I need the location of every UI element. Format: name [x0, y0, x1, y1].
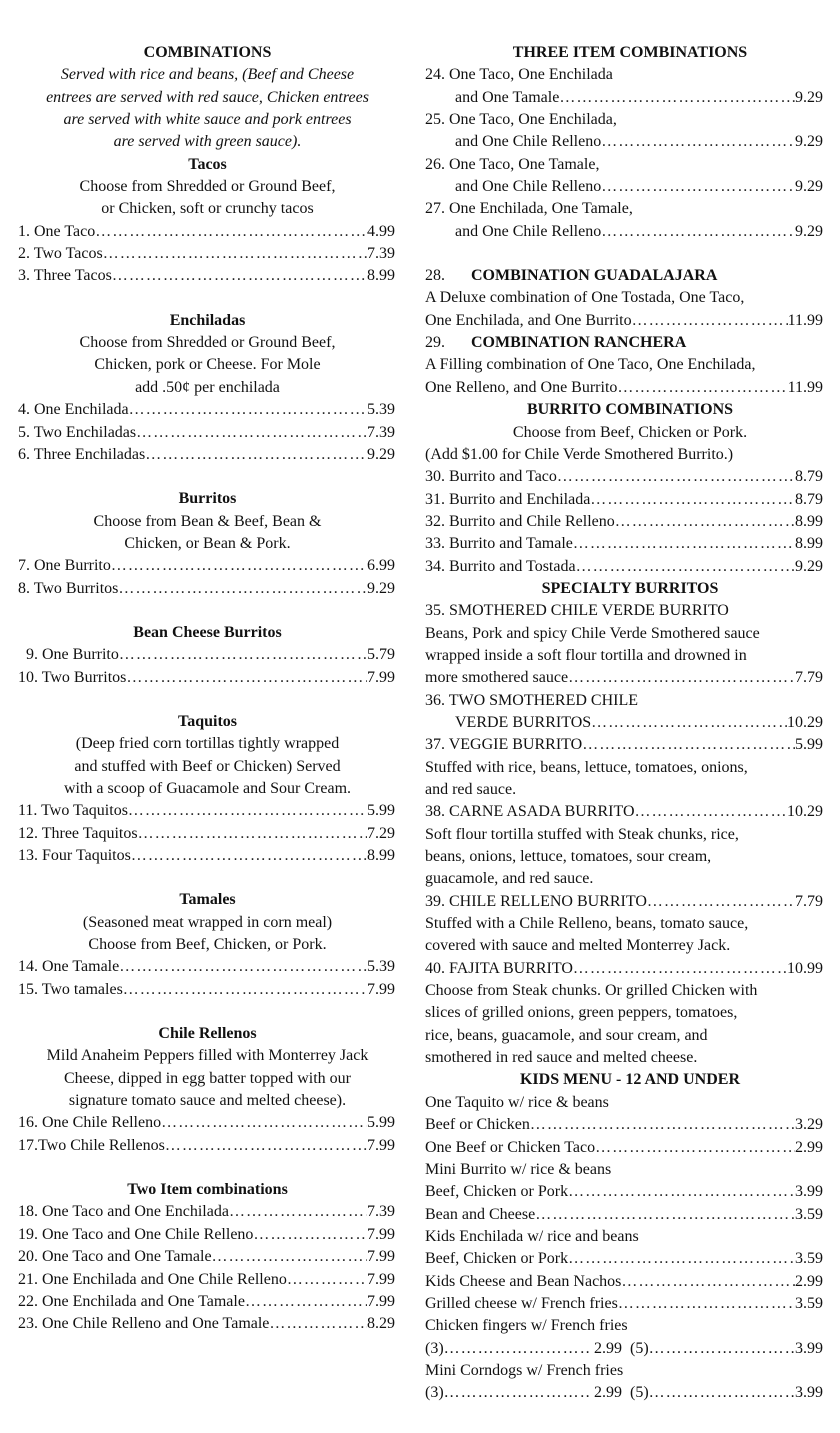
menu-item: Beef, Chicken or Pork ………………………………………………………………………………………………………………… 3.59: [423, 1248, 837, 1270]
burrito-combos-heading: BURRITO COMBINATIONS: [526, 401, 734, 419]
kids-item-title: Kids Enchilada w/ rice and beans: [425, 1227, 639, 1245]
menu-item: 12. Three Taquitos ………………………………………………………………………………………………………………… 7.29: [0, 823, 415, 845]
menu-item: 10. Two Burritos ………………………………………………………………………………………………………………… 7.99: [0, 667, 415, 689]
menu-item: One Relleno, and One Burrito ………………………………………………………………………………………………………………… 11.99: [423, 377, 837, 399]
menu-item: 4. One Enchilada ………………………………………………………………………………………………………………… 5.39: [0, 399, 415, 421]
menu-item: and One Chile Relleno ………………………………………………………………………………………………………………… 9.29: [423, 131, 837, 153]
menu-item: VERDE BURRITOS ………………………………………………………………………………………………………………… 10.29: [423, 712, 837, 734]
menu-item: 23. One Chile Relleno and One Tamale ………………………………………………………………………………………………………………… 8.29: [0, 1313, 415, 1335]
menu-item: 7. One Burrito ………………………………………………………………………………………………………………… 6.99: [0, 555, 415, 577]
menu-item: 40. FAJITA BURRITO ………………………………………………………………………………………………………………… 10.99: [423, 958, 837, 980]
tamales-desc: (Seasoned meat wrapped in corn meal): [82, 913, 333, 931]
menu-item: 39. CHILE RELLENO BURRITO ………………………………………………………………………………………………………………… 7.79: [423, 891, 837, 913]
intro-line: entrees are served with red sauce, Chicken entrees: [46, 88, 369, 106]
item-desc: covered with sauce and melted Monterrey Jack.: [425, 937, 731, 955]
menu-item: 32. Burrito and Chile Relleno ………………………………………………………………………………………………………………… 8.99: [423, 511, 837, 533]
guadalajara-heading: 28. COMBINATION GUADALAJARA: [425, 267, 718, 285]
item-desc: Beans, Pork and spicy Chile Verde Smothered sauce: [425, 624, 760, 642]
item-desc: Stuffed with rice, beans, lettuce, tomatoes, onions,: [425, 758, 748, 776]
kids-item-title: Mini Corndogs w/ French fries: [425, 1361, 624, 1379]
menu-item: 1. One Taco ………………………………………………………………………………………………………………… 4.99: [0, 221, 415, 243]
burritos-heading: Burritos: [178, 490, 237, 508]
menu-item: Bean and Cheese ………………………………………………………………………………………………………………… 3.59: [423, 1204, 837, 1226]
intro-line: Served with rice and beans, (Beef and Cheese: [60, 66, 355, 84]
ranchera-desc: A Filling combination of One Taco, One Enchilada,: [425, 356, 756, 374]
taquitos-heading: Taquitos: [178, 712, 237, 730]
item-desc: guacamole, and red sauce.: [425, 870, 594, 888]
combinations-intro: [0, 64, 415, 153]
enchiladas-desc: add .50¢ per enchilada: [135, 378, 280, 396]
menu-item: 30. Burrito and Taco ………………………………………………………………………………………………………………… 8.79: [423, 466, 837, 488]
chile-rellenos-desc: signature tomato sauce and melted cheese).: [68, 1092, 347, 1110]
kids-item-title: Mini Burrito w/ rice & beans: [425, 1160, 612, 1178]
intro-line: are served with white sauce and pork entrees: [63, 111, 352, 129]
combinations-heading: COMBINATIONS: [143, 44, 272, 61]
menu-item: (3) ………………………………………………………………………………… 2.99 (5) ………………………………………………………………………………… 3.99: [423, 1338, 837, 1360]
item-desc: and red sauce.: [425, 781, 517, 798]
bean-cheese-heading: Bean Cheese Burritos: [133, 623, 282, 641]
item-desc: Choose from Steak chunks. Or grilled Chicken with: [425, 982, 758, 1000]
menu-item: 11. Two Taquitos ………………………………………………………………………………………………………………… 5.99: [0, 800, 415, 822]
combo-line: 25. One Taco, One Enchilada,: [425, 111, 617, 129]
chile-rellenos-desc: Mild Anaheim Peppers filled with Monterrey Jack: [46, 1047, 369, 1065]
menu-item: and One Tamale ………………………………………………………………………………………………………………… 9.29: [423, 87, 837, 109]
tacos-desc: or Chicken, soft or crunchy tacos: [101, 200, 314, 218]
menu-item: One Enchilada, and One Burrito ………………………………………………………………………………………………………………… 11.99: [423, 310, 837, 332]
tamales-desc: Choose from Beef, Chicken, or Pork.: [88, 936, 327, 954]
kids-menu-heading: KIDS MENU - 12 AND UNDER: [519, 1071, 740, 1089]
chile-rellenos-heading: Chile Rellenos: [158, 1025, 257, 1043]
menu-item: more smothered sauce ………………………………………………………………………………………………………………… 7.79: [423, 667, 837, 689]
menu-item: 18. One Taco and One Enchilada ………………………………………………………………………………………………………………… 7.39: [0, 1201, 415, 1223]
burrito-combos-desc: (Add $1.00 for Chile Verde Smothered Burrito.): [425, 445, 734, 463]
menu-item: (3) ………………………………………………………………………………… 2.99 (5) ………………………………………………………………………………… 3.99: [423, 1382, 837, 1404]
menu-item: Kids Cheese and Bean Nachos ………………………………………………………………………………………………………………… 2.99: [423, 1271, 837, 1293]
menu-item: Beef or Chicken ………………………………………………………………………………………………………………… 3.29: [423, 1114, 837, 1136]
taquitos-desc: with a scoop of Guacamole and Sour Cream.: [63, 779, 352, 797]
kids-item-title: One Taquito w/ rice & beans: [425, 1093, 609, 1111]
enchiladas-desc: Choose from Shredded or Ground Beef,: [79, 334, 336, 352]
tamales-heading: Tamales: [179, 891, 236, 909]
menu-item: 34. Burrito and Tostada ………………………………………………………………………………………………………………… 9.29: [423, 556, 837, 578]
item-desc: slices of grilled onions, green peppers, tomatoes,: [425, 1004, 738, 1022]
menu-item: 9. One Burrito ………………………………………………………………………………………………………………… 5.79: [0, 644, 415, 666]
burritos-desc: Chicken, or Bean & Pork.: [124, 534, 291, 552]
menu-item: 37. VEGGIE BURRITO ………………………………………………………………………………………………………………… 5.99: [423, 734, 837, 756]
three-item-heading: THREE ITEM COMBINATIONS: [512, 44, 748, 61]
menu-item: 33. Burrito and Tamale ………………………………………………………………………………………………………………… 8.99: [423, 533, 837, 555]
tacos-heading: Tacos: [188, 155, 227, 173]
menu-item: 31. Burrito and Enchilada ………………………………………………………………………………………………………………… 8.79: [423, 489, 837, 511]
menu-item: 2. Two Tacos ………………………………………………………………………………………………………………… 7.39: [0, 243, 415, 265]
menu-item: and One Chile Relleno ………………………………………………………………………………………………………………… 9.29: [423, 221, 837, 243]
menu-item: Beef, Chicken or Pork ………………………………………………………………………………………………………………… 3.99: [423, 1181, 837, 1203]
item-desc: beans, onions, lettuce, tomatoes, sour cream,: [425, 848, 712, 866]
enchiladas-desc: Chicken, pork or Cheese. For Mole: [94, 356, 321, 374]
combo-line: 27. One Enchilada, One Tamale,: [425, 200, 633, 218]
combo-line: 26. One Taco, One Tamale,: [425, 155, 600, 173]
two-item-heading: Two Item combinations: [127, 1181, 288, 1199]
left-column: [0, 42, 415, 1336]
item-desc: wrapped inside a soft flour tortilla and drowned in: [425, 646, 747, 664]
menu-item: 13. Four Taquitos ………………………………………………………………………………………………………………… 8.99: [0, 845, 415, 867]
menu-item: 5. Two Enchiladas ………………………………………………………………………………………………………………… 7.39: [0, 422, 415, 444]
item-desc: smothered in red sauce and melted cheese.: [425, 1049, 698, 1067]
specialty-heading: SPECIALTY BURRITOS: [541, 579, 719, 597]
menu-item: 19. One Taco and One Chile Relleno ………………………………………………………………………………………………………………… 7.99: [0, 1224, 415, 1246]
menu-item: and One Chile Relleno ………………………………………………………………………………………………………………… 9.29: [423, 176, 837, 198]
right-column: [423, 42, 837, 1405]
menu-item: 17.Two Chile Rellenos ………………………………………………………………………………………………………………… 7.99: [0, 1135, 415, 1157]
kids-item-title: Chicken fingers w/ French fries: [425, 1317, 628, 1335]
menu-item: 22. One Enchilada and One Tamale ………………………………………………………………………………………………………………… 7.99: [0, 1291, 415, 1313]
menu-item: 14. One Tamale ………………………………………………………………………………………………………………… 5.39: [0, 956, 415, 978]
burritos-desc: Choose from Bean & Beef, Bean &: [93, 512, 322, 530]
item-desc: rice, beans, guacamole, and sour cream, and: [425, 1026, 708, 1044]
taquitos-desc: (Deep fried corn tortillas tightly wrapped: [75, 735, 340, 753]
tacos-desc: Choose from Shredded or Ground Beef,: [79, 178, 336, 196]
enchiladas-heading: Enchiladas: [169, 311, 246, 329]
combo-line: 24. One Taco, One Enchilada: [425, 66, 613, 84]
menu-item: 3. Three Tacos ………………………………………………………………………………………………………………… 8.99: [0, 265, 415, 287]
taquitos-desc: and stuffed with Beef or Chicken) Served: [74, 757, 341, 775]
menu-item: Grilled cheese w/ French fries ………………………………………………………………………………………………………………… 3.59: [423, 1293, 837, 1315]
item-desc: Stuffed with a Chile Relleno, beans, tomato sauce,: [425, 915, 749, 933]
ranchera-heading: 29. COMBINATION RANCHERA: [425, 334, 687, 352]
menu-item: 6. Three Enchiladas ………………………………………………………………………………………………………………… 9.29: [0, 444, 415, 466]
item-desc: Soft flour tortilla stuffed with Steak chunks, rice,: [425, 825, 739, 843]
item-title: 36. TWO SMOTHERED CHILE: [425, 691, 639, 709]
menu-item: 20. One Taco and One Tamale ………………………………………………………………………………………………………………… 7.99: [0, 1246, 415, 1268]
menu-item: 15. Two tamales ………………………………………………………………………………………………………………… 7.99: [0, 979, 415, 1001]
menu-item: 8. Two Burritos ………………………………………………………………………………………………………………… 9.29: [0, 578, 415, 600]
menu-item: One Beef or Chicken Taco ………………………………………………………………………………………………………………… 2.99: [423, 1137, 837, 1159]
burrito-combos-desc: Choose from Beef, Chicken or Pork.: [512, 423, 748, 441]
menu-item: 21. One Enchilada and One Chile Relleno ………………………………………………………………………………………………………………… 7.99: [0, 1269, 415, 1291]
guadalajara-desc: A Deluxe combination of One Tostada, One Taco,: [425, 289, 745, 307]
menu-item: 16. One Chile Relleno ………………………………………………………………………………………………………………… 5.99: [0, 1112, 415, 1134]
menu-item: 38. CARNE ASADA BURRITO ………………………………………………………………………………………………………………… 10.29: [423, 801, 837, 823]
intro-line: are served with green sauce).: [113, 133, 302, 151]
chile-rellenos-desc: Cheese, dipped in egg batter topped with our: [63, 1069, 352, 1087]
item-title: 35. SMOTHERED CHILE VERDE BURRITO: [425, 602, 729, 620]
